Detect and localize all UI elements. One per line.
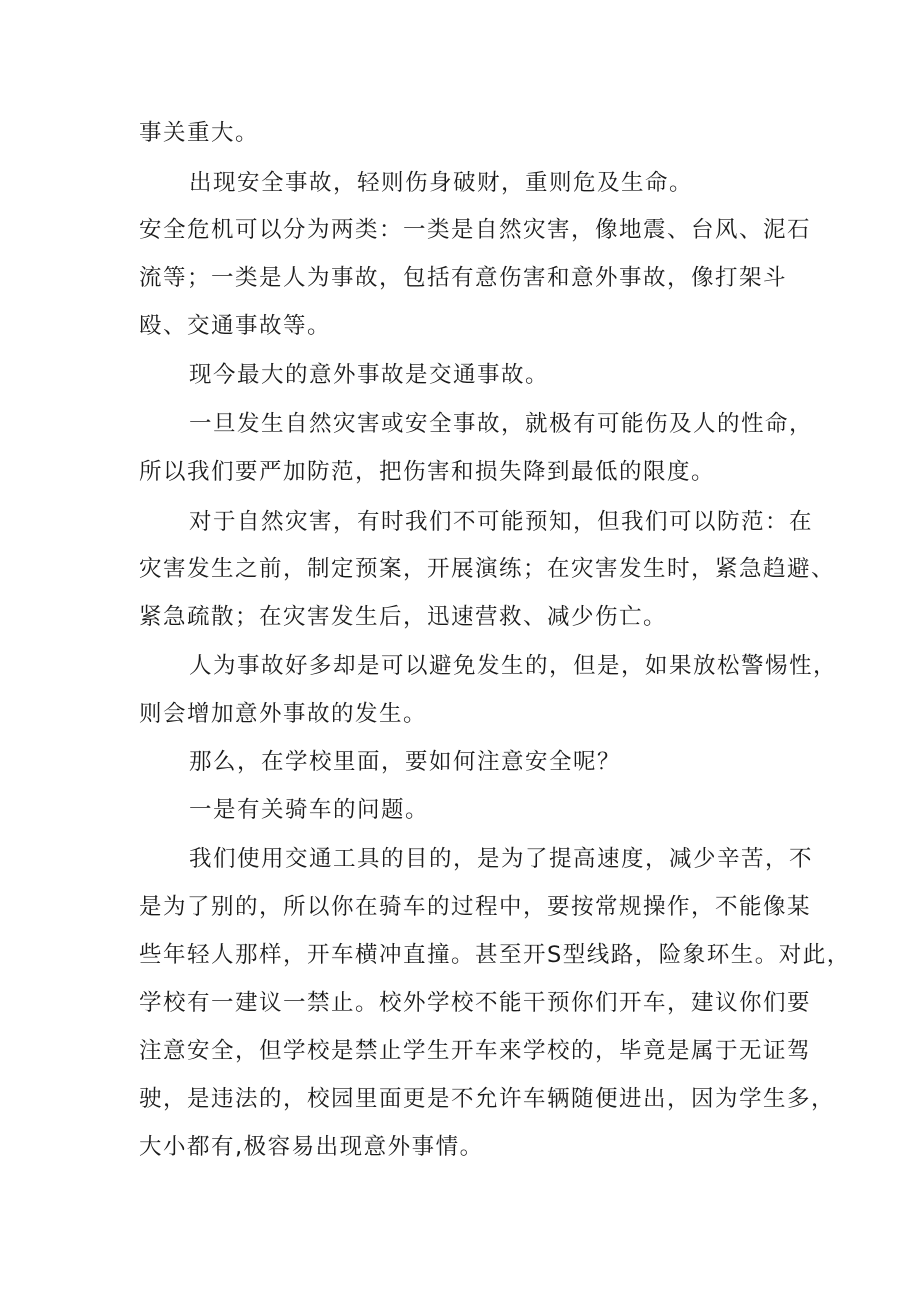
- text-line: 殴、交通事故等。: [139, 313, 332, 339]
- text-line: 出现安全事故，轻则伤身破财，重则危及生命。: [189, 170, 694, 196]
- text-line: 那么，在学校里面，要如何注意安全呢？: [189, 749, 622, 775]
- text-line: 驶，是违法的，校园里面更是不允许车辆随便进出，因为学生多，: [139, 1086, 836, 1112]
- text-line: 些年轻人那样，开车横冲直撞。甚至开S型线路，险象环生。对此，: [139, 942, 851, 968]
- text-line: 大小都有,极容易出现意外事情。: [139, 1134, 484, 1160]
- text-line: 是为了别的，所以你在骑车的过程中，要按常规操作，不能像某: [139, 894, 812, 920]
- text-line: 所以我们要严加防范，把伤害和损失降到最低的限度。: [139, 459, 716, 485]
- text-line: 学校有一建议一禁止。校外学校不能干预你们开车，建议你们要: [139, 990, 812, 1016]
- text-line: 对于自然灾害，有时我们不可能预知，但我们可以防范：在: [189, 509, 814, 535]
- text-line: 安全危机可以分为两类：一类是自然灾害，像地震、台风、泥石: [139, 217, 812, 243]
- text-line: 灾害发生之前，制定预案，开展演练；在灾害发生时，紧急趋避、: [139, 556, 836, 582]
- text-line: 人为事故好多却是可以避免发生的，但是，如果放松警惕性，: [189, 653, 838, 679]
- text-line: 事关重大。: [139, 120, 260, 146]
- text-line: 一旦发生自然灾害或安全事故，就极有可能伤及人的性命，: [189, 411, 814, 437]
- text-line: 则会增加意外事故的发生。: [139, 701, 428, 727]
- text-line: 注意安全，但学校是禁止学生开车来学校的，毕竟是属于无证驾: [139, 1038, 812, 1064]
- text-line: 现今最大的意外事故是交通事故。: [189, 362, 550, 388]
- text-line: 一是有关骑车的问题。: [189, 797, 430, 823]
- text-line: 我们使用交通工具的目的，是为了提高速度，减少辛苦，不: [189, 846, 814, 872]
- text-line: 流等；一类是人为事故，包括有意伤害和意外事故，像打架斗: [139, 265, 788, 291]
- text-line: 紧急疏散；在灾害发生后，迅速营救、减少伤亡。: [139, 604, 668, 630]
